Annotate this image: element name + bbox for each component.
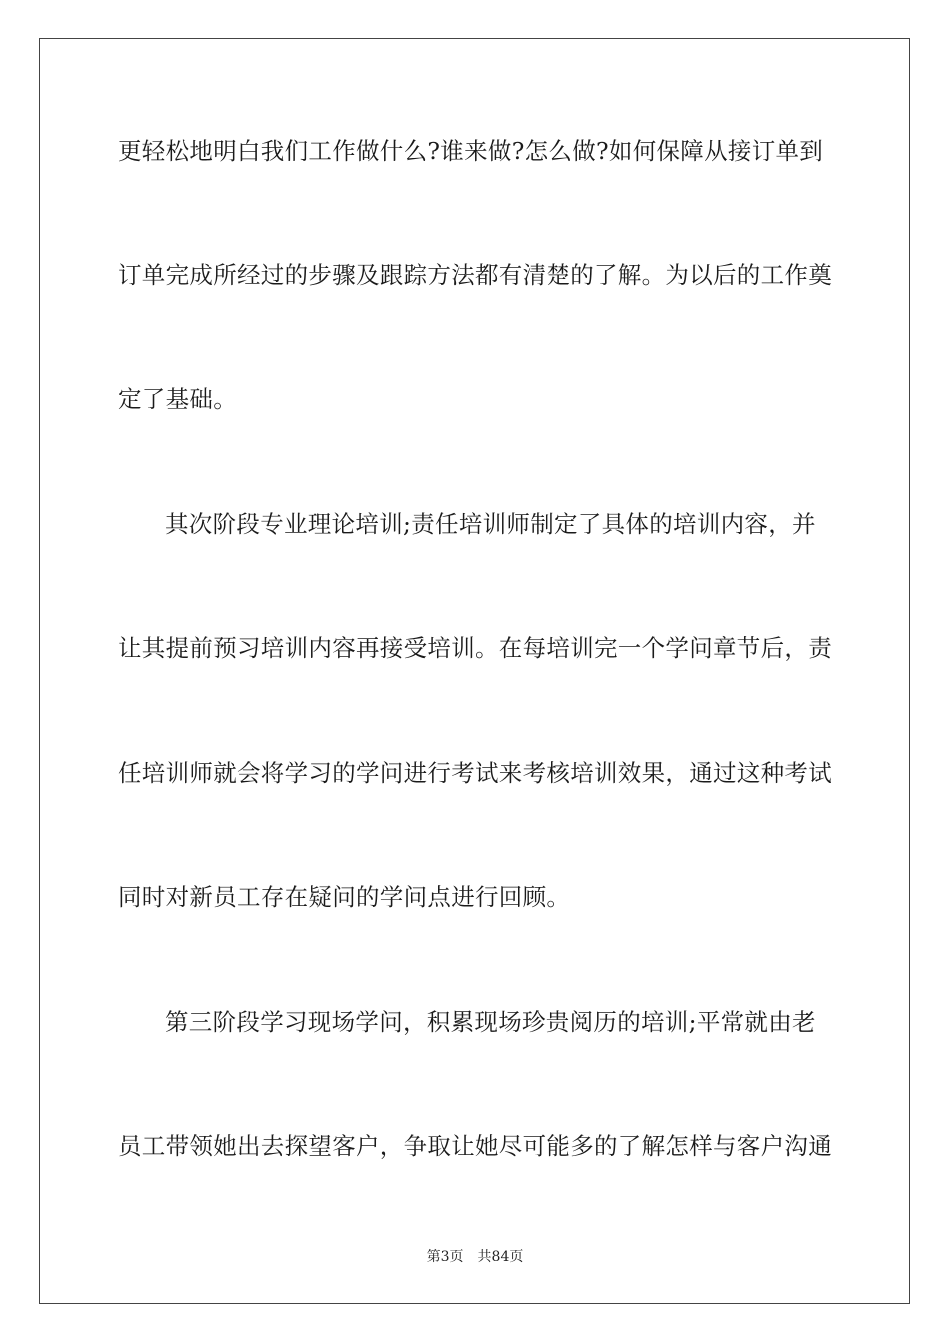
- text-line: 更轻松地明白我们工作做什么?谁来做?怎么做?如何保障从接订单到: [118, 137, 824, 165]
- text-line: 任培训师就会将学习的学问进行考试来考核培训效果，通过这种考试: [118, 759, 832, 787]
- paragraph-start-line: 其次阶段专业理论培训;责任培训师制定了具体的培训内容，并: [165, 510, 816, 538]
- paragraph-start-line: 第三阶段学习现场学问，积累现场珍贵阅历的培训;平常就由老: [165, 1008, 816, 1036]
- text-line: 员工带领她出去探望客户，争取让她尽可能多的了解怎样与客户沟通: [118, 1132, 832, 1160]
- text-line: 让其提前预习培训内容再接受培训。在每培训完一个学问章节后，责: [118, 634, 832, 662]
- page-border: [39, 38, 910, 1304]
- page-number: 第3页: [426, 1249, 464, 1265]
- text-line: 定了基础。: [118, 385, 237, 413]
- page-footer: [0, 1248, 950, 1266]
- total-pages: 共84页: [477, 1249, 524, 1265]
- text-line: 同时对新员工存在疑问的学问点进行回顾。: [118, 883, 571, 911]
- text-line: 订单完成所经过的步骤及跟踪方法都有清楚的了解。为以后的工作奠: [118, 261, 832, 289]
